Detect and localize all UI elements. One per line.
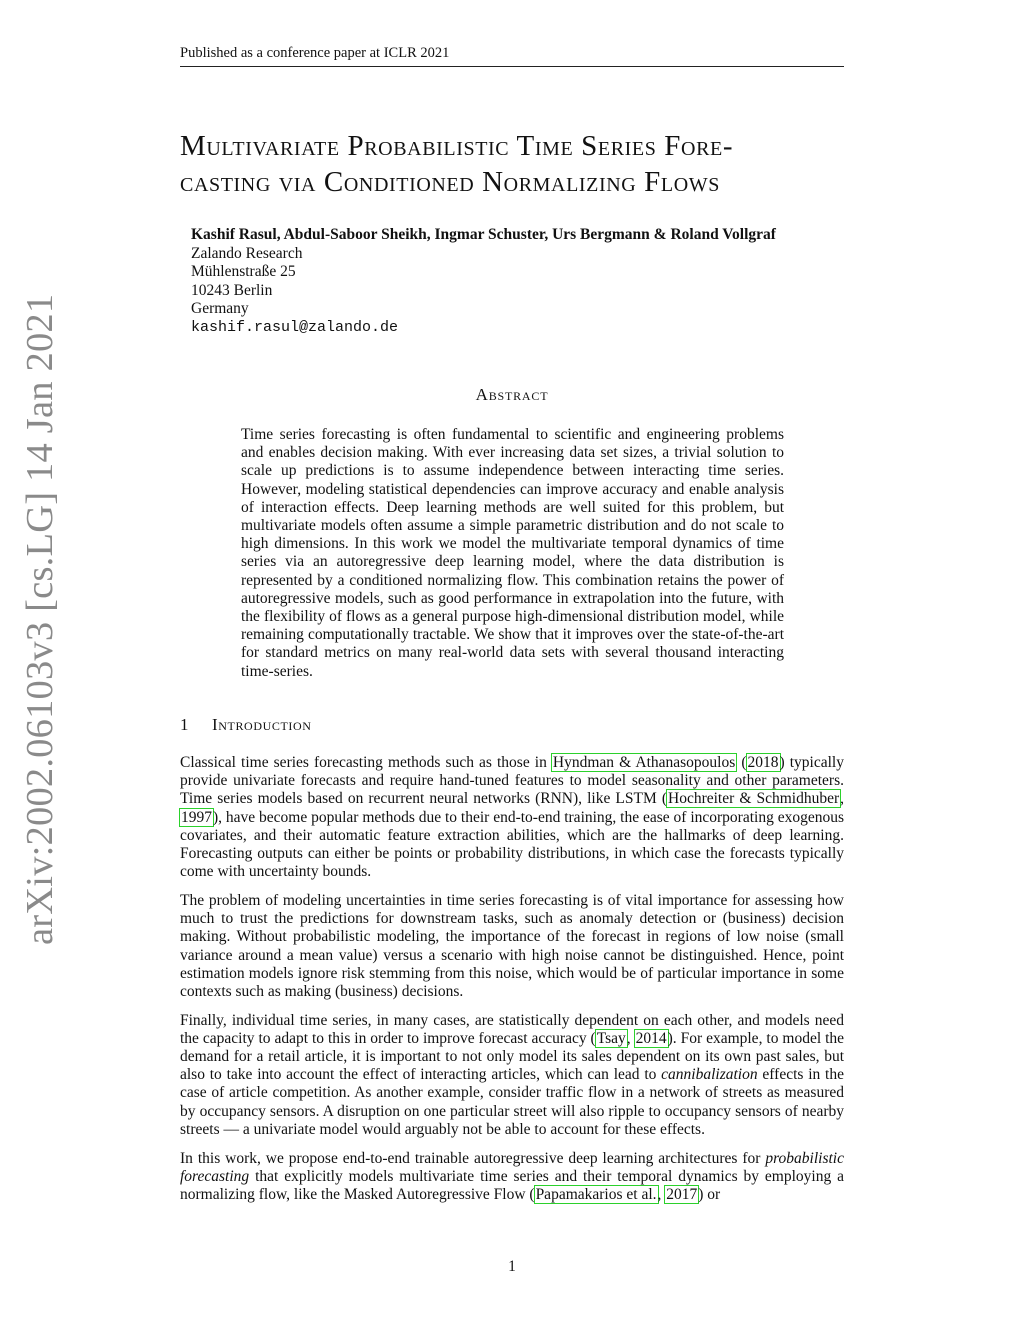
text-run: Finally, individual time series, in many cases, are statistically dependent on each other, and models need the capacity to adapt to this in order to improve forecast accuracy (: [180, 1011, 844, 1047]
section-number: 1: [180, 715, 190, 734]
text-run: effects in the case of article competition. As another example, consider traffic flow in a network of streets as measured by occupancy sensors. A disruption on one particular street will also ripple to occupancy sensors of nearby streets — a univariate model would arguably not be able to account for these effects.: [180, 1066, 844, 1138]
text-run: that explicitly models multivariate time series and their temporal dynamics by employing a normalizing flow, like the Masked Autoregressive Flow (: [180, 1167, 844, 1203]
header-rule: [180, 66, 844, 67]
citation-link[interactable]: Hochreiter & Schmidhuber: [668, 790, 840, 808]
affiliation-line: Germany: [191, 300, 249, 317]
text-run: ,: [657, 1185, 666, 1203]
text-run: ,: [626, 1029, 635, 1047]
emphasis: probabilistic forecasting: [180, 1149, 844, 1185]
author-block: [191, 226, 851, 337]
emphasis: cannibalization: [661, 1066, 758, 1084]
arxiv-identifier: arXiv:2002.06103v3 [cs.LG] 14 Jan 2021: [19, 293, 61, 945]
text-run: ) or: [698, 1185, 721, 1203]
section-heading: [180, 715, 844, 735]
paragraph: The problem of modeling uncertainties in time series forecasting is of vital importance for assessing how much to trust the predictions for downstream tasks, such as anomaly detection or (business) decision making. Without probabilistic modeling, the importance of the forecast in regions of low noise (small variance around a mean value) versus a scenario with high noise cannot be distinguished. Hence, point estimation models ignore risk stemming from this noise, which would be of particular importance in some contexts such as making (business) decisions.: [180, 891, 844, 1000]
abstract-heading: Abstract: [475, 385, 549, 404]
title-line-1: Multivariate Probabilistic Time Series Fore-: [180, 130, 734, 162]
paragraph: [180, 754, 844, 881]
citation-link[interactable]: 2017: [666, 1185, 698, 1203]
paragraph: [180, 1012, 844, 1139]
paper-title: [180, 128, 860, 200]
citation-link[interactable]: Papamakarios et al.: [535, 1185, 657, 1203]
title-line-2: casting via Conditioned Normalizing Flows: [180, 166, 720, 198]
paragraph: [180, 1150, 844, 1205]
affiliation-line: Zalando Research: [191, 244, 303, 262]
text-run: ) typically provide univariate forecasts and require hand-tuned features to model seasonality and other parameters. Time series models based on recurrent neural networks (RNN), like LSTM (: [180, 754, 844, 808]
citation-link[interactable]: 2014: [635, 1029, 667, 1047]
abstract-text: Time series forecasting is often fundamental to scientific and engineering problems and enables decision making. With ever increasing data set sizes, a trivial solution to scale up predictions is to assume independence between interacting time series. However, modeling statistical dependencies can improve accuracy and enable analysis of interaction effects. Deep learning methods are well suited for this problem, but multivariate models often assume a simple parametric distribution and do not scale to high dimensions. In this work we model the multivariate temporal dynamics of time series via an autoregressive deep learning model, where the data distribution is represented by a conditioned normalizing flow. This combination retains the power of autoregressive models, such as good performance in extrapolation into the future, with the flexibility of flows as a general purpose high-dimensional distribution model, while remaining computationally tractable. We show that it improves over the state-of-the-art for standard metrics on many real-world data sets with several thousand interacting time-series.: [241, 426, 784, 680]
citation-link[interactable]: Tsay: [596, 1029, 626, 1047]
citation-link[interactable]: 1997: [181, 808, 212, 826]
citation-link[interactable]: 2018: [747, 754, 779, 771]
section-title: Introduction: [212, 715, 312, 734]
text-run: In this work, we propose end-to-end trainable autoregressive deep learning architectures for: [180, 1149, 766, 1167]
text-run: ), have become popular methods due to their end-to-end training, the ease of incorporating exogenous covariates, and their automatic feature extraction abilities, which are the hallmarks of deep learning. Forecasting outputs can either be points or probability distributions, in which case the forecasts typically come with uncertainty bounds.: [180, 808, 844, 881]
text-run: ). For example, to model the demand for a retail article, it is important to not only model its sales dependent on its own past sales, but also to take into account the effect of interacting articles, which can lead to: [180, 1029, 845, 1084]
affiliation-line: Mühlenstraße 25: [191, 263, 296, 280]
page-number: 1: [508, 1258, 516, 1275]
author-email[interactable]: kashif.rasul@zalando.de: [191, 318, 399, 336]
text-run: Classical time series forecasting methods such as those in: [180, 754, 552, 771]
affiliation-line: 10243 Berlin: [191, 281, 273, 299]
author-names: Kashif Rasul, Abdul-Saboor Sheikh, Ingmar Schuster, Urs Bergmann & Roland Vollgraf: [191, 226, 776, 243]
introduction-body: [180, 754, 844, 1215]
text-run: (: [736, 754, 747, 771]
running-header: Published as a conference paper at ICLR 2021: [180, 45, 450, 61]
citation-link[interactable]: Hyndman & Athanasopoulos: [552, 754, 736, 771]
text-run: ,: [840, 790, 845, 808]
